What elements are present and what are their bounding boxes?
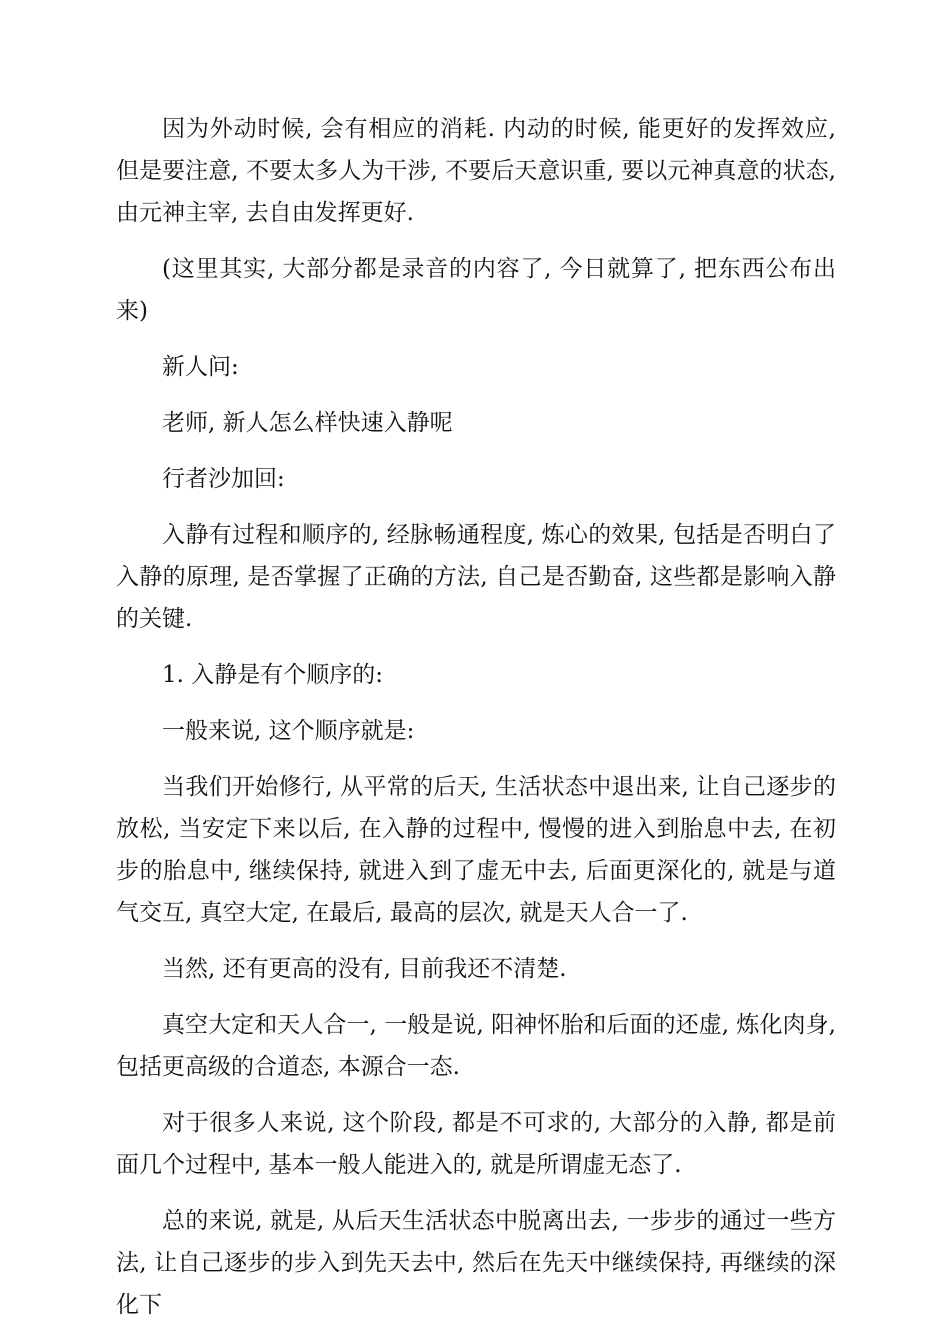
paragraph-9: 当我们开始修行, 从平常的后天, 生活状态中退出来, 让自己逐步的放松, 当安定下来以后, 在入静的过程中, 慢慢的进入到胎息中去, 在初步的胎息中, 继续保持, 就进入到了虚无中去, 后面更深化的, 就是与道气交互, 真空大定, 在最后, 最高的层次, 就是天人合一了. (116, 774, 836, 926)
paragraph-2: (这里其实, 大部分都是录音的内容了, 今日就算了, 把东西公布出来) (116, 256, 836, 324)
paragraph-6: 入静有过程和顺序的, 经脉畅通程度, 炼心的效果, 包括是否明白了入静的原理, 是否掌握了正确的方法, 自己是否勤奋, 这些都是影响入静的关键. (116, 522, 836, 632)
paragraph-12: 对于很多人来说, 这个阶段, 都是不可求的, 大部分的入静, 都是前面几个过程中, 基本一般人能进入的, 就是所谓虚无态了. (116, 1110, 836, 1178)
paragraph-10: 当然, 还有更高的没有, 目前我还不清楚. (162, 956, 567, 982)
paragraph-1: 因为外动时候, 会有相应的消耗. 内动的时候, 能更好的发挥效应, 但是要注意, 不要太多人为干涉, 不要后天意识重, 要以元神真意的状态, 由元神主宰, 去自由发挥更好. (116, 116, 836, 226)
paragraph-4: 老师, 新人怎么样快速入静呢 (162, 410, 453, 436)
paragraph-8: 一般来说, 这个顺序就是: (162, 718, 415, 744)
paragraph-3: 新人问: (162, 354, 239, 380)
paragraph-7: 1. 入静是有个顺序的: (162, 662, 384, 688)
paragraph-5: 行者沙加回: (162, 466, 285, 492)
document-page (116, 108, 836, 1340)
paragraph-13: 总的来说, 就是, 从后天生活状态中脱离出去, 一步步的通过一些方法, 让自己逐步的步入到先天去中, 然后在先天中继续保持, 再继续的深化下 (116, 1208, 836, 1318)
paragraph-11: 真空大定和天人合一, 一般是说, 阳神怀胎和后面的还虚, 炼化肉身, 包括更高级的合道态, 本源合一态. (116, 1012, 836, 1080)
